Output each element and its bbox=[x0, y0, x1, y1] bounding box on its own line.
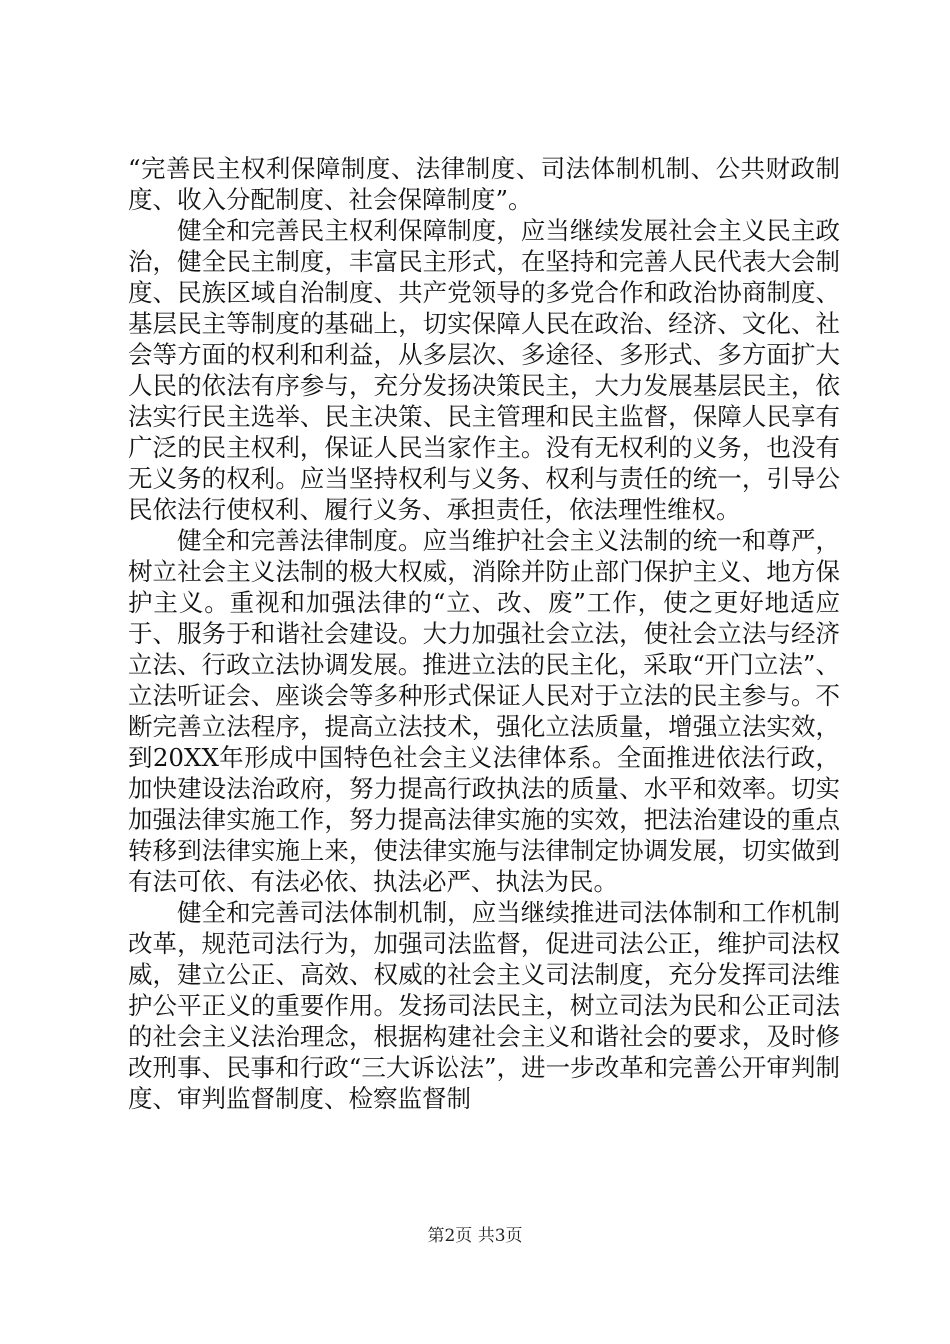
document-body bbox=[128, 153, 840, 1114]
paragraph-4: 健全和完善司法体制机制，应当继续推进司法体制和工作机制改革，规范司法行为，加强司法监督，促进司法公正，维护司法权威，建立公正、高效、权威的社会主义司法制度，充分发挥司法维护公平正义的重要作用。发扬司法民主，树立司法为民和公正司法的社会主义法治理念，根据构建社会主义和谐社会的要求，及时修改刑事、民事和行政“三大诉讼法”，进一步改革和完善公开审判制度、审判监督制度、检察监督制 bbox=[128, 898, 840, 1113]
page-number-footer: 第2页 共3页 bbox=[427, 1226, 523, 1246]
paragraph-3: 健全和完善法律制度。应当维护社会主义法制的统一和尊严，树立社会主义法制的极大权威，消除并防止部门保护主义、地方保护主义。重视和加强法律的“立、改、废”工作，使之更好地适应于、服务于和谐社会建设。大力加强社会立法，使社会立法与经济立法、行政立法协调发展。推进立法的民主化，采取“开门立法”、立法听证会、座谈会等多种形式保证人民对于立法的民主参与。不断完善立法程序，提高立法技术，强化立法质量，增强立法实效，到20XX年形成中国特色社会主义法律体系。全面推进依法行政，加快建设法治政府，努力提高行政执法的质量、水平和效率。切实加强法律实施工作，努力提高法律实施的实效，把法治建设的重点转移到法律实施上来，使法律实施与法律制定协调发展，切实做到有法可依、有法必依、执法必严、执法为民。 bbox=[128, 526, 840, 896]
paragraph-2: 健全和完善民主权利保障制度，应当继续发展社会主义民主政治，健全民主制度，丰富民主形式，在坚持和完善人民代表大会制度、民族区域自治制度、共产党领导的多党合作和政治协商制度、基层民主等制度的基础上，切实保障人民在政治、经济、文化、社会等方面的权利和利益，从多层次、多途径、多形式、多方面扩大人民的依法有序参与，充分发扬决策民主，大力发展基层民主，依法实行民主选举、民主决策、民主管理和民主监督，保障人民享有广泛的民主权利，保证人民当家作主。没有无权利的义务，也没有无义务的权利。应当坚持权利与义务、权利与责任的统一，引导公民依法行使权利、履行义务、承担责任，依法理性维权。 bbox=[128, 216, 840, 524]
paragraph-1: “完善民主权利保障制度、法律制度、司法体制机制、公共财政制度、收入分配制度、社会保障制度”。 bbox=[128, 154, 840, 214]
